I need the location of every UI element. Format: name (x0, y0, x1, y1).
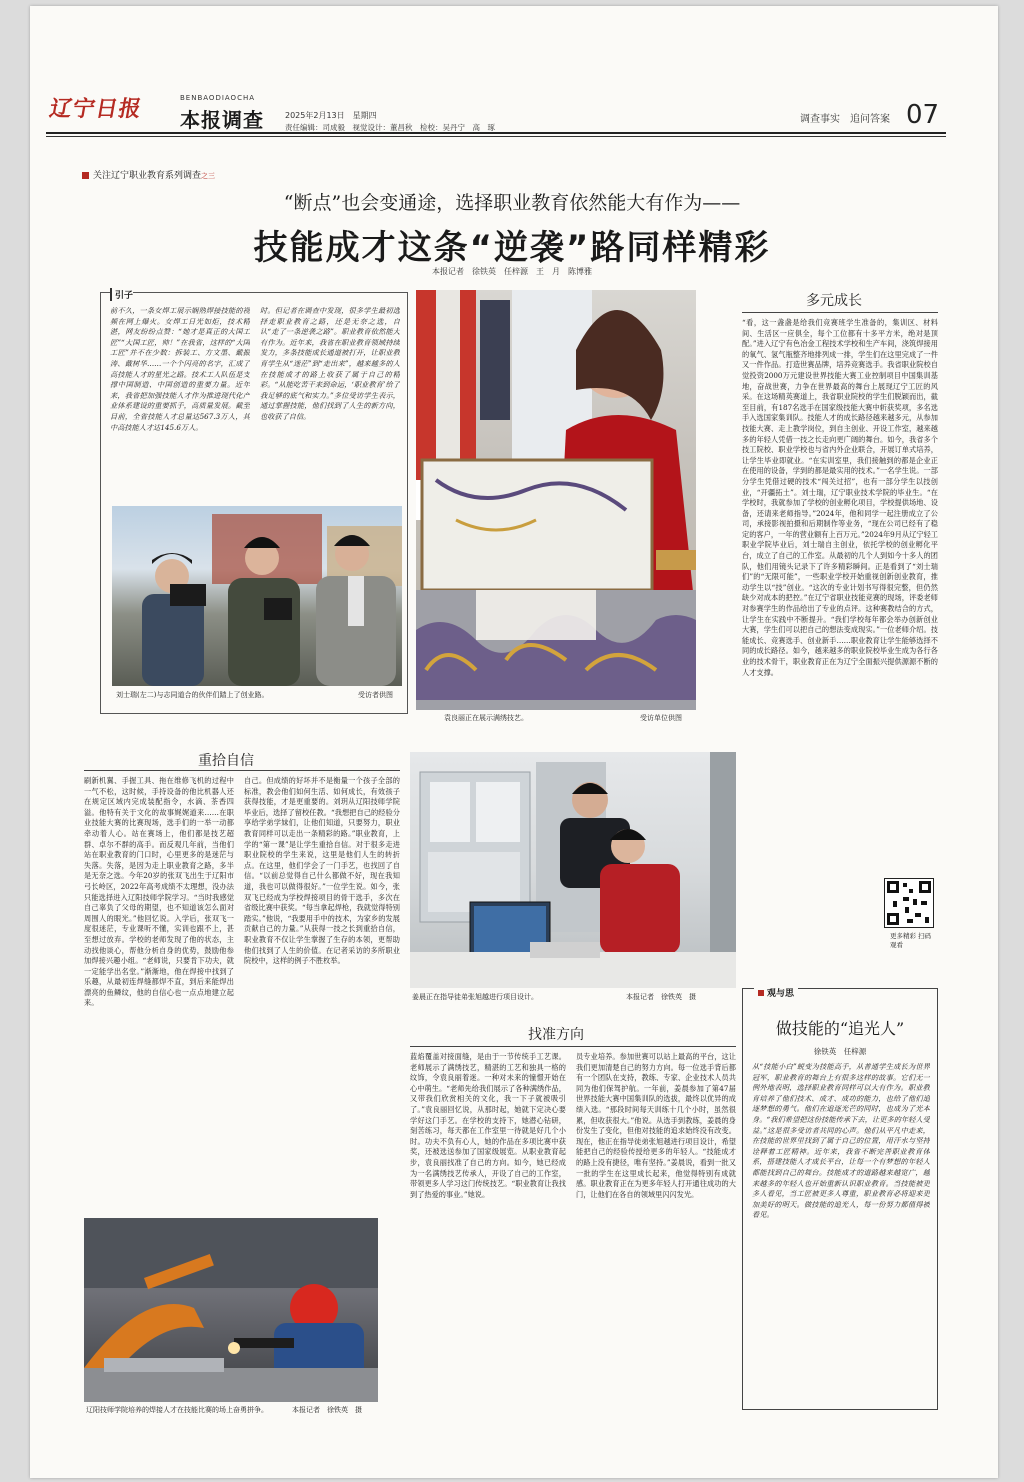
section-slogan: 调查事实 追问答案 (800, 114, 890, 125)
yinzi-tag: 引子 (110, 288, 133, 301)
article-duoyuan: “看，这一盏盏是给我们竞赛班学生准备的，集训区、材料间、生活区一应俱全，每个工位都有十多平方米，绝对是顶配。”进入辽宁有色冶金工程技术学校和生产车间，浇筑焊接用的氧气、氢气瓶整齐地排列成一排，学生们在这里完成了一件又一件作品。打造世赛品牌，培养竞赛选手。我省职业院校自觉投资2000万元建设世界技能大赛工业控制项目中国集训基地，奋战世赛，力争在世界最高的舞台上展现辽宁工匠的风采。在这场精英赛道上，我省职业院校的学生们脱颖而出，截至目前，有187名选手在国家级技能大赛中斩获奖项，多名选手入选国家集训队。技能人才的成长路径越来越多元，从参加技能大赛、走上教学岗位，到自主创业、开设工作室，越来越多的年轻人凭借一技之长走向更广阔的舞台。如今，我省多个技工院校、职业学校也与省内外企业联合，开展订单式培养，让学生毕业即就业。“在实训室里，我们接触到的都是企业正在使用的设备，学到的都是最实用的技术。”一名学生说。一部分学生凭借过硬的技术“闯关过招”，也有一部分学生以技创业，“开疆拓土”。刘士瑞，辽宁职业技术学院的毕业生。“在学校时，我就参加了学校的创业孵化项目，学校提供场地、设备，还请来老师指导。”2024年，他和同学一起注册成立了公司，承接影视拍摄和后期制作等业务，“现在公司已经有了稳定的客户，一年的营业额有上百万元。”2024年9月从辽宁轻工职业学院毕业后，刘士瑞自主创业，依托学校的创业孵化平台，成立了自己的工作室。从最初的几个人到如今十多人的团队，他们用镜头记录下了许多精彩瞬间。正是看到了“刘士瑞们”的“无限可能”，一些职业学校开始重视创新创业教育，推动学生以“技”创业。“这次的专业计划书写得很完整，但仍然缺少对成本的把控。”在辽宁省职业技能竞赛的现场，评委老师对参赛学生的作品给出了专业的点评。这种赛教结合的方式，让学生在实践中不断提升。“我们学校每年都会举办创新创业大赛，学生们可以把自己的想法变成现实。”一位老师介绍。技能成长、竞赛选手、创业新手……职业教育让学生能够选择不同的成长路径。如今，越来越多的职业院校毕业生成为各行各业的技术骨干，职业教育正在为辽宁全面振兴提供源源不断的人才支撑。 (742, 318, 938, 677)
photo-1-credit: 受访者供图 (358, 691, 393, 699)
section-rule (742, 312, 938, 313)
section-heading-zhunfang: 找准方向 (528, 1027, 584, 1043)
article-zhunfang-col-2: 员专业培养。参加世赛可以站上最高的平台，这让我们更加清楚自己的努力方向。每一位选手背后都有一个团队在支持，教练、专家、企业技术人员共同为他们保驾护航。一年前，姜晨参加了第47届世界技能大赛中国集训队的选拔，最终以优异的成绩入选。“那段时间每天训练十几个小时，虽然很累，但收获很大。”他说。从选手到教练，姜晨的身份发生了变化，但他对技能的追求始终没有改变。现在，他正在指导徒弟张旭越进行项目设计，希望能把自己的经验传授给更多的年轻人。“技能成才的路上没有捷径，唯有坚持。”姜晨说，看到一批又一批的学生在这里成长起来，他觉得特别有成就感。职业教育正在为更多年轻人打开通往成功的大门，让他们在各自的领域里闪闪发光。 (576, 1052, 736, 1199)
commentary-text: 从“技能小白”蜕变为技能高手，从普通学生成长为世界冠军，职业教育的舞台上有很多这样的故事。它们无一例外地表明，选择职业教育同样可以大有作为。职业教育培养了他们技术、成才、成功的能力，也给了他们追逐梦想的勇气。他们在追逐光芒的同时，也成为了光本身。“我们希望把这份技能传承下去，让更多的年轻人受益。”这是很多受访者共同的心声。他们从平凡中走来，在技能的世界里找到了属于自己的位置，用汗水与坚持诠释着工匠精神。近年来，我省不断完善职业教育体系，搭建技能人才成长平台，让每一个有梦想的年轻人都能找到自己的舞台。技能成才的道路越来越宽广，越来越多的年轻人也开始重新认识职业教育。当技能被更多人看见，当工匠被更多人尊重，职业教育必将迎来更加美好的明天。做技能的追光人，每一份努力都值得被看见。 (752, 1062, 930, 1220)
byline: 本报记者 徐铁英 任梓源 王 月 陈博雅 (432, 267, 592, 276)
series-label-text: 关注辽宁职业教育系列调查 (93, 171, 202, 181)
red-square-icon (758, 990, 764, 996)
commentary-tag-text: 观与思 (767, 989, 795, 999)
photo-welding (84, 1218, 378, 1402)
article-chongshi-col-2: 自己。但成绩的好坏并不是衡量一个孩子全部的标准，教会他们如何生活、如何成长，有效孩子获得技能，才是更重要的。刘玥从辽阳技师学院毕业后，选择了留校任教。“我想把自己的经验分享给学弟学妹们，让他们知道，只要努力，职业教育同样可以走出一条精彩的路。”职业教育，上学的“第一课”是让学生重拾自信。对于很多走进职业院校的学生来说，这里是他们人生的转折点。在这里，他们学会了一门手艺，也找回了自信。“以前总觉得自己什么都做不好，现在我知道，我也可以做得很好。”一位学生说。如今，张双飞已经成为学校焊接项目的骨干选手，多次在省级比赛中获奖。“每当拿起焊枪，我就觉得特别踏实。”他说，“我要用手中的技术，为家乡的发展贡献自己的力量。”从获得一技之长到重拾自信，职业教育不仅让学生掌握了生存的本领，更帮助他们找到了人生的价值。在记者采访的多所职业院校中，这样的例子不胜枚举。 (244, 776, 400, 966)
headline: 技能成才这条“逆袭”路同样精彩 (253, 228, 771, 268)
photo-training-lab (410, 752, 736, 988)
commentary-byline: 徐铁英 任梓源 (813, 1047, 867, 1056)
photo-2-credit: 受访单位供图 (640, 714, 682, 722)
commentary-title: 做技能的“追光人” (775, 1019, 905, 1038)
photo-3-caption: 姜晨正在指导徒弟张旭越进行项目设计。 (412, 993, 538, 1001)
red-square-icon (82, 172, 89, 179)
section-pinyin: BENBAODIAOCHA (180, 94, 256, 102)
masthead-rule-thin (46, 136, 946, 137)
section-rule-3 (410, 1046, 736, 1047)
qr-code[interactable] (884, 878, 934, 928)
qr-caption: 更多精彩 扫码观看 (890, 932, 932, 949)
article-zhunfang-col-1: 蓝焰覆盖对接面缝，是由于一节传统手工艺课。老师展示了满绣技艺，精湛的工艺和独具一格的纹饰，令袁良丽着迷。一种对未来的憧憬开始在心中萌生。“老师先给我们展示了各种满绣作品，又带我们欣赏相关的文化，我一下子就被吸引了。”袁良丽回忆说，从那时起，她就下定决心要学好这门手艺。在学校的支持下，她潜心钻研，刻苦练习，每天都在工作室里一待就是好几个小时。功夫不负有心人，她的作品在多项比赛中获奖，还被选送参加了国家级展览。从职业教育起步，袁良丽找准了自己的方向。如今，她已经成为一名满绣技艺传承人，开设了自己的工作室，带领更多人学习这门传统技艺。“职业教育让我找到了热爱的事业。”她说。 (410, 1052, 566, 1199)
photo-4-caption: 辽阳技师学院培养的焊接人才在技能比赛的场上奋勇拼争。 (86, 1406, 268, 1414)
commentary-tag (754, 986, 798, 999)
photo-embroidery (416, 290, 696, 710)
yinzi-col-1: 前不久，一条女焊工展示娴熟焊接技能的视频在网上爆火。女焊工日光如炬，技术精湛，网友纷纷点赞：“她才是真正的大国工匠”“大国工匠，帅！”在我省，这样的“大国工匠”并不在少数：拆装工、方文墨、戴振涛、戴树华……一个个闪亮的名字，汇成了高技能人才的星光之路。技术工人队伍是支撑中国制造、中国创造的重要力量。近年来，我省把加强技能人才作为推进现代化产业体系建设的重要抓手，高质量发展。截至目前，全省技能人才总量达567.3万人，其中高技能人才达145.6万人。 (110, 306, 250, 432)
section-rule-2 (84, 770, 400, 771)
section-heading-duoyuan: 多元成长 (806, 293, 862, 309)
series-sub: 之三 (201, 172, 216, 180)
photo-2-caption: 袁良丽正在展示满绣技艺。 (444, 714, 528, 722)
newspaper-logo: 辽宁日报 (47, 96, 145, 122)
photo-4-credit: 本报记者 徐铁英 摄 (292, 1406, 362, 1414)
masthead-rule (46, 132, 946, 134)
kicker: “断点”也会变通途，选择职业教育依然能大有作为—— (283, 192, 741, 214)
photo-1-caption: 刘士瑞(左二)与志同道合的伙伴们踏上了创业路。 (116, 691, 269, 699)
section-title: 本报调查 (180, 108, 264, 132)
yinzi-col-2: 时。但记者在调查中发现，很多学生最初选择走职业教育之路，还是无奈之选，自认“走了一条逆袭之路”。职业教育依然能大有作为。近年来，我省在职业教育领域持续发力，多条技能成长通道被打开，让职业教育学生从“迷茫”到“走出来”，越来越多的人在技能成才的路上收获了属于自己的精彩。“从能吃苦干来到命运，‘职业教育’给了我足够的底气和实力。”多位受访学生表示，通过掌握技能，他们找到了人生的新方向，也收获了自信。 (260, 306, 400, 421)
editors-line: 责任编辑：司成毅 视觉设计：董昌秋 检校：吴丹宁 高 琢 (285, 123, 495, 132)
photo-3-credit: 本报记者 徐铁英 摄 (626, 993, 696, 1001)
series-label (82, 168, 215, 181)
photo-young-entrepreneurs (112, 506, 402, 686)
issue-date: 2025年2月13日 星期四 (285, 111, 377, 120)
page-number: 07 (906, 100, 940, 130)
section-heading-chongshi: 重拾自信 (198, 753, 254, 769)
article-chongshi-col-1: 刷新机翼、手握工具、拖在维修飞机的过程中一气不松，这时候，手持设备的他比机器人还在规定区域内完成装配指令，水滴、茶香四溢。他特有关于文化的故事娓娓道来……在职业技能大赛的比赛现场，选手们的一举一动都牵动着人心。站在赛场上，他们都是技艺超群、卓尔不群的高手。而反观几年前，当他们站在职业教育的门口时，心里更多的是迷茫与失落。失落，是因为走上职业教育之路，多半是无奈之选。今年20岁的张双飞出生于辽阳市弓长岭区，2022年高考成绩不太理想，没办法只能选择进入辽阳技师学院学习。“当时我感觉自己辜负了父母的期望，也不知道该怎么面对周围人的眼光。”他回忆说。入学后，张双飞一度很迷茫，专业课听不懂，实训也跟不上，甚至想过放弃。学校的老师发现了他的状态，主动找他谈心，帮他分析自身的优势，鼓励他参加焊接兴趣小组。“老师说，只要肯下功夫，就一定能学出名堂。”渐渐地，他在焊接中找到了乐趣，从最初连焊缝都焊不直，到后来能焊出漂亮的鱼鳞纹，他的自信心也一点点地建立起来。 (84, 776, 234, 1008)
